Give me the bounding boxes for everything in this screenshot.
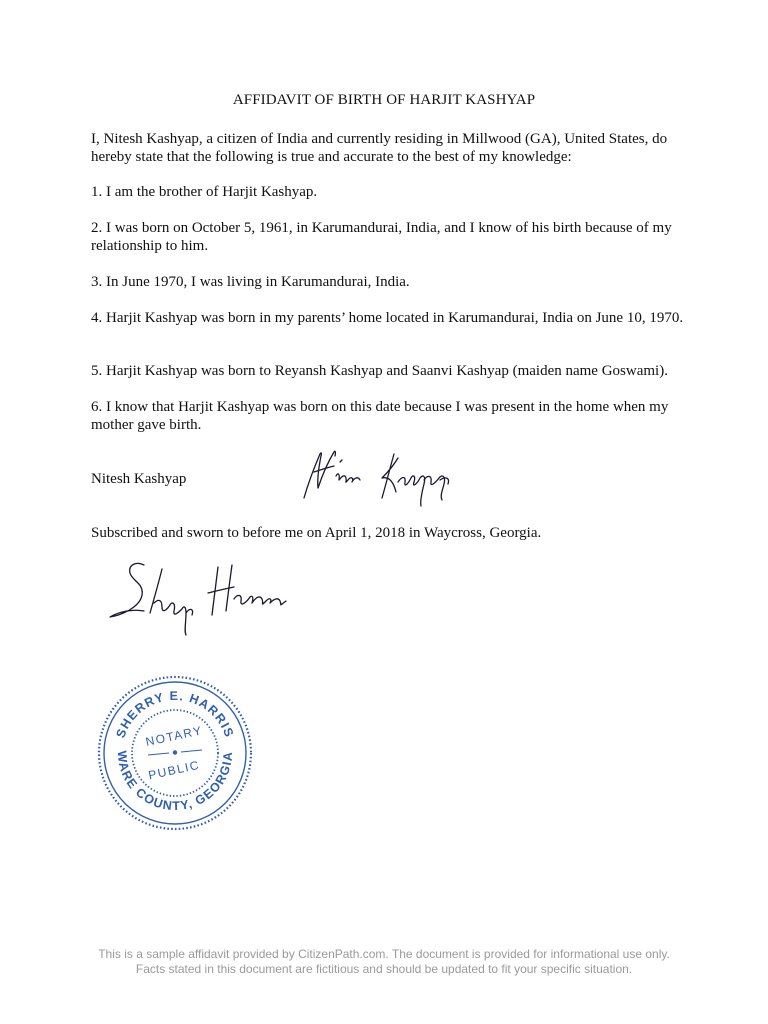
document-title: AFFIDAVIT OF BIRTH OF HARJIT KASHYAP [232, 92, 536, 108]
statement-item-3: 3. In June 1970, I was living in Karumandurai, India. [91, 274, 410, 290]
statement-item-6: 6. I know that Harjit Kashyap was born on this date because I was present in the home when my mother gave birth. [91, 399, 669, 433]
sworn-statement: Subscribed and sworn to before me on April 1, 2018 in Waycross, Georgia. [91, 525, 542, 541]
seal-public-label: PUBLIC [147, 757, 202, 783]
seal-top-text: SHERRY E. HARRIS [113, 688, 237, 740]
statement-item-4: 4. Harjit Kashyap was born in my parents’ home located in Karumandurai, India on June 10, 1970. [91, 310, 684, 326]
statement-item-5: 5. Harjit Kashyap was born to Reyansh Kashyap and Saanvi Kashyap (maiden name Goswami). [91, 363, 668, 379]
statement-item-2: 2. I was born on October 5, 1961, in Karumandurai, India, and I know of his birth because of my relationship to him. [91, 220, 672, 254]
notary-seal [96, 674, 254, 832]
seal-center-dot [173, 750, 177, 754]
intro-paragraph: I, Nitesh Kashyap, a citizen of India and currently residing in Millwood (GA), United States, do hereby state that the following is true and accurate to the best of my knowledge: [91, 131, 668, 165]
seal-notary-label: NOTARY [144, 723, 204, 749]
notary-signature [100, 555, 310, 640]
footer-disclaimer: This is a sample affidavit provided by CitizenPath.com. The document is provided for informational use only. Facts stated in this document are fictitious and should be updated to fit your specific situation. [98, 947, 670, 976]
statement-item-1: 1. I am the brother of Harjit Kashyap. [91, 184, 318, 200]
seal-bottom-text: WARE COUNTY, GEORGIA [114, 750, 236, 814]
signer-name: Nitesh Kashyap [91, 471, 187, 487]
signer-signature [290, 432, 470, 522]
